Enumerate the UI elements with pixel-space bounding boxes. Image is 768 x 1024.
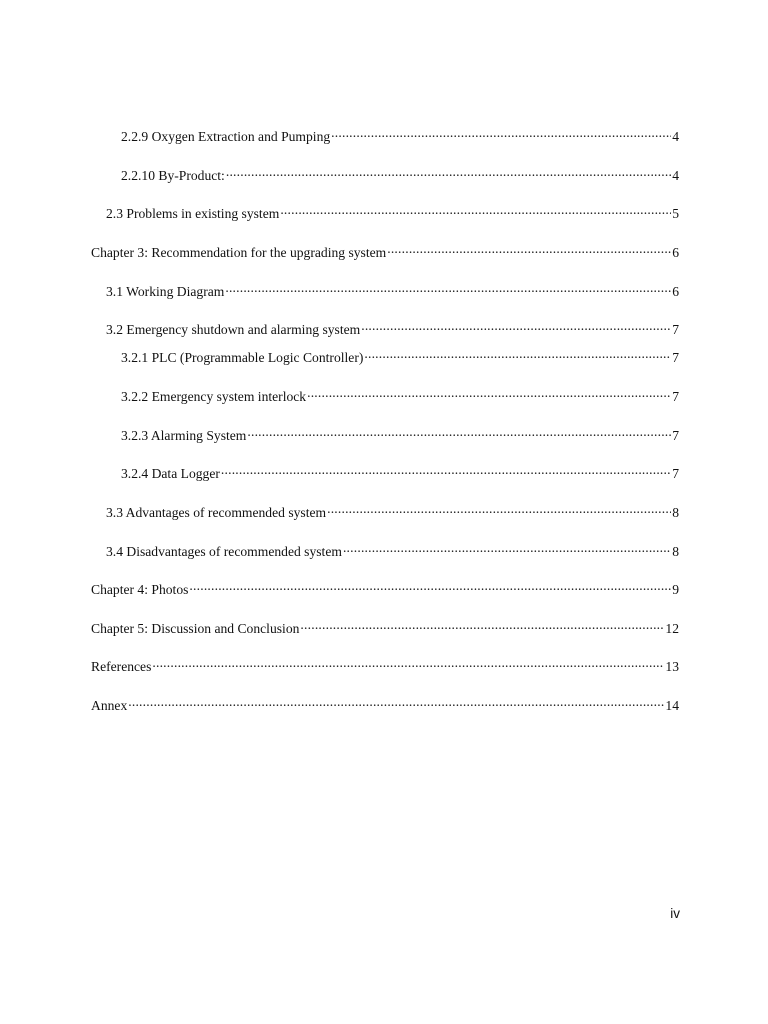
toc-dot-leader: [128, 694, 664, 710]
toc-entry-title: 3.4 Disadvantages of recommended system: [106, 544, 342, 559]
toc-entry-2-2-10[interactable]: [121, 164, 679, 184]
toc-dot-leader: [247, 424, 671, 440]
toc-dot-leader: [327, 501, 671, 517]
toc-entry-references[interactable]: [91, 655, 679, 675]
toc-dot-leader: [280, 202, 671, 218]
toc-dot-leader: [343, 540, 671, 556]
toc-entry-page: 12: [665, 621, 679, 636]
toc-entry-title: 2.2.10 By-Product:: [121, 168, 225, 183]
toc-entry-title: 3.2.4 Data Logger: [121, 466, 220, 481]
toc-entry-page: 4: [672, 129, 679, 144]
toc-entry-page: 6: [672, 284, 679, 299]
toc-entry-title: 3.1 Working Diagram: [106, 284, 225, 299]
toc-entry-title: References: [91, 659, 152, 674]
toc-entry-page: 7: [672, 350, 679, 365]
toc-dot-leader: [300, 617, 664, 633]
toc-entry-3-2-2[interactable]: [121, 385, 679, 405]
toc-dot-leader: [387, 241, 671, 257]
toc-entry-page: 8: [672, 505, 679, 520]
toc-entry-2-3[interactable]: [106, 202, 679, 222]
toc-entry-title: Chapter 4: Photos: [91, 582, 189, 597]
toc-entry-title: 2.3 Problems in existing system: [106, 206, 280, 221]
toc-entry-page: 14: [665, 698, 679, 713]
toc-entry-title: Chapter 5: Discussion and Conclusion: [91, 621, 300, 636]
toc-entry-page: 8: [672, 544, 679, 559]
toc-entry-title: 3.2.2 Emergency system interlock: [121, 389, 307, 404]
toc-entry-title: Chapter 3: Recommendation for the upgrading system: [91, 245, 387, 260]
toc-dot-leader: [331, 125, 671, 141]
toc-dot-leader: [189, 578, 671, 594]
toc-entry-page: 7: [672, 466, 679, 481]
toc-entry-annex[interactable]: [91, 694, 679, 714]
toc-entry-chapter-4[interactable]: [91, 578, 679, 598]
toc-dot-leader: [361, 318, 671, 334]
toc-entry-title: 2.2.9 Oxygen Extraction and Pumping: [121, 129, 331, 144]
toc-entry-2-2-9[interactable]: [121, 125, 679, 145]
toc-entry-page: 5: [672, 206, 679, 221]
toc-entry-3-2-3[interactable]: [121, 424, 679, 444]
toc-entry-page: 9: [672, 582, 679, 597]
toc-dot-leader: [225, 280, 671, 296]
toc-entry-3-4[interactable]: [106, 540, 679, 560]
toc-entry-3-2-1[interactable]: [121, 346, 679, 366]
toc-entry-3-3[interactable]: [106, 501, 679, 521]
toc-dot-leader: [221, 462, 671, 478]
toc-entry-title: 3.2.1 PLC (Programmable Logic Controller): [121, 350, 364, 365]
toc-entry-chapter-5[interactable]: [91, 617, 679, 637]
toc-entry-title: 3.3 Advantages of recommended system: [106, 505, 327, 520]
toc-dot-leader: [364, 346, 671, 362]
toc-dot-leader: [226, 164, 671, 180]
toc-entry-title: 3.2.3 Alarming System: [121, 428, 247, 443]
toc-entry-title: 3.2 Emergency shutdown and alarming system: [106, 322, 361, 337]
toc-entry-3-1[interactable]: [106, 280, 679, 300]
toc-dot-leader: [307, 385, 671, 401]
toc-entry-3-2[interactable]: [106, 318, 679, 338]
toc-entry-page: 7: [672, 428, 679, 443]
toc-entry-chapter-3[interactable]: [91, 241, 679, 261]
toc-entry-title: Annex: [91, 698, 128, 713]
page-number: iv: [670, 906, 680, 921]
toc-dot-leader: [152, 655, 664, 671]
toc-entry-page: 7: [672, 389, 679, 404]
toc-entry-page: 6: [672, 245, 679, 260]
toc-entry-page: 7: [672, 322, 679, 337]
toc-entry-page: 13: [665, 659, 679, 674]
toc-entry-3-2-4[interactable]: [121, 462, 679, 482]
toc-entry-page: 4: [672, 168, 679, 183]
